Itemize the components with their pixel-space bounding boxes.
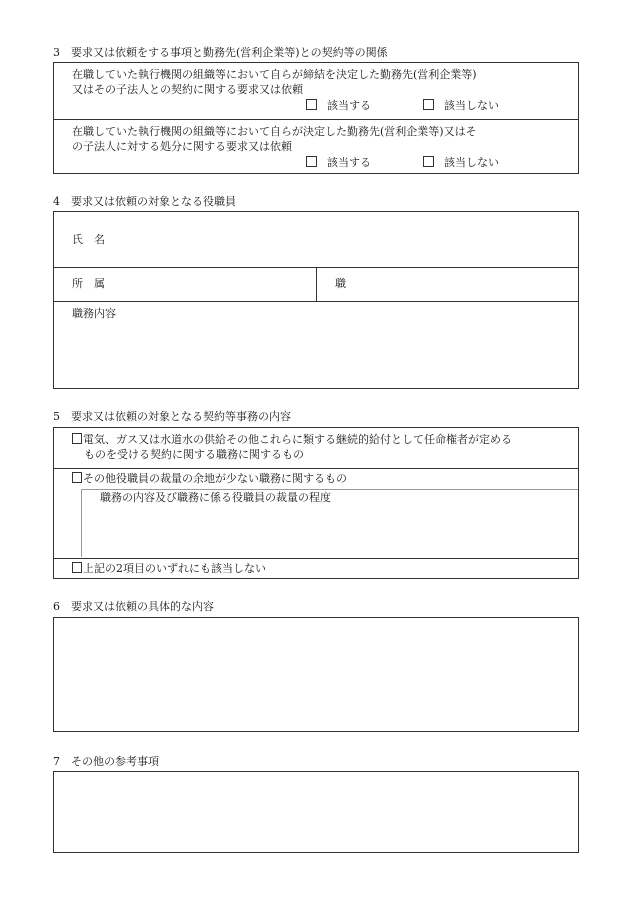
checkbox-icon[interactable] [72,562,82,573]
section6-title: 6 要求又は依頼の具体的な内容 [53,600,214,613]
option-label: 該当しない [444,99,499,112]
checkbox-icon[interactable] [423,99,434,110]
option-label: 該当しない [444,156,499,169]
duties-row[interactable] [54,302,578,388]
checkbox-icon[interactable] [72,433,82,444]
section5-item1-line1 [72,433,512,448]
section5-box [53,427,579,579]
section5-item2-line [72,472,347,487]
section5-item2-subbox[interactable] [81,489,578,557]
name-row[interactable] [54,212,578,267]
post-cell[interactable] [317,268,578,301]
checkbox-icon[interactable] [306,156,317,167]
section3-row2-line1: 在職していた執行機関の組織等において自らが決定した勤務先(営利企業等)又はそ [72,125,477,138]
checkbox-icon[interactable] [72,472,82,483]
section3-row2-yes-option[interactable] [306,156,371,171]
section3-row1-line2: 又はその子法人との契約に関する要求又は依頼 [72,83,303,96]
section5-item1[interactable] [54,428,578,468]
section3-row-disposition [54,120,578,174]
post-label: 職 [335,277,346,290]
checkbox-icon[interactable] [423,156,434,167]
section5-item3-line [72,562,266,577]
checkbox-icon[interactable] [306,99,317,110]
section5-item2-sub-label: 職務の内容及び職務に係る役職員の裁量の程度 [100,491,331,504]
section3-row2-line2: の子法人に対する処分に関する要求又は依頼 [72,140,292,153]
section5-title: 5 要求又は依頼の対象となる契約等事務の内容 [53,410,291,423]
option-label: 該当する [327,99,371,112]
dept-cell[interactable] [54,268,316,301]
duties-label: 職務内容 [72,307,116,320]
section4-box [53,211,579,389]
section5-item2[interactable] [54,469,578,484]
section7-title: 7 その他の参考事項 [53,755,159,768]
section5-item1-text: 電気、ガス又は水道水の供給その他これらに類する継続的給付として任命権者が定める [83,433,512,446]
section3-row-contract [54,63,578,119]
section5-item3[interactable] [54,559,578,578]
section3-row2-no-option[interactable] [423,156,499,171]
section3-row1-yes-option[interactable] [306,99,371,114]
section3-title: 3 要求又は依頼をする事項と勤務先(営利企業等)との契約等の関係 [53,46,388,59]
section5-item2-text: その他役職員の裁量の余地が少ない職務に関するもの [83,472,347,485]
dept-label: 所 属 [72,277,105,290]
section3-box [53,62,579,174]
section5-item1-line2: ものを受ける契約に関する職務に関するもの [84,448,304,461]
section7-box[interactable] [53,771,579,853]
section3-row1-line1: 在職していた執行機関の組織等において自らが締結を決定した勤務先(営利企業等) [72,68,477,81]
section5-item3-text: 上記の2項目のいずれにも該当しない [83,562,266,575]
option-label: 該当する [327,156,371,169]
name-label: 氏 名 [72,233,105,246]
section4-title: 4 要求又は依頼の対象となる役職員 [53,195,236,208]
section3-row1-no-option[interactable] [423,99,499,114]
section6-box[interactable] [53,617,579,732]
